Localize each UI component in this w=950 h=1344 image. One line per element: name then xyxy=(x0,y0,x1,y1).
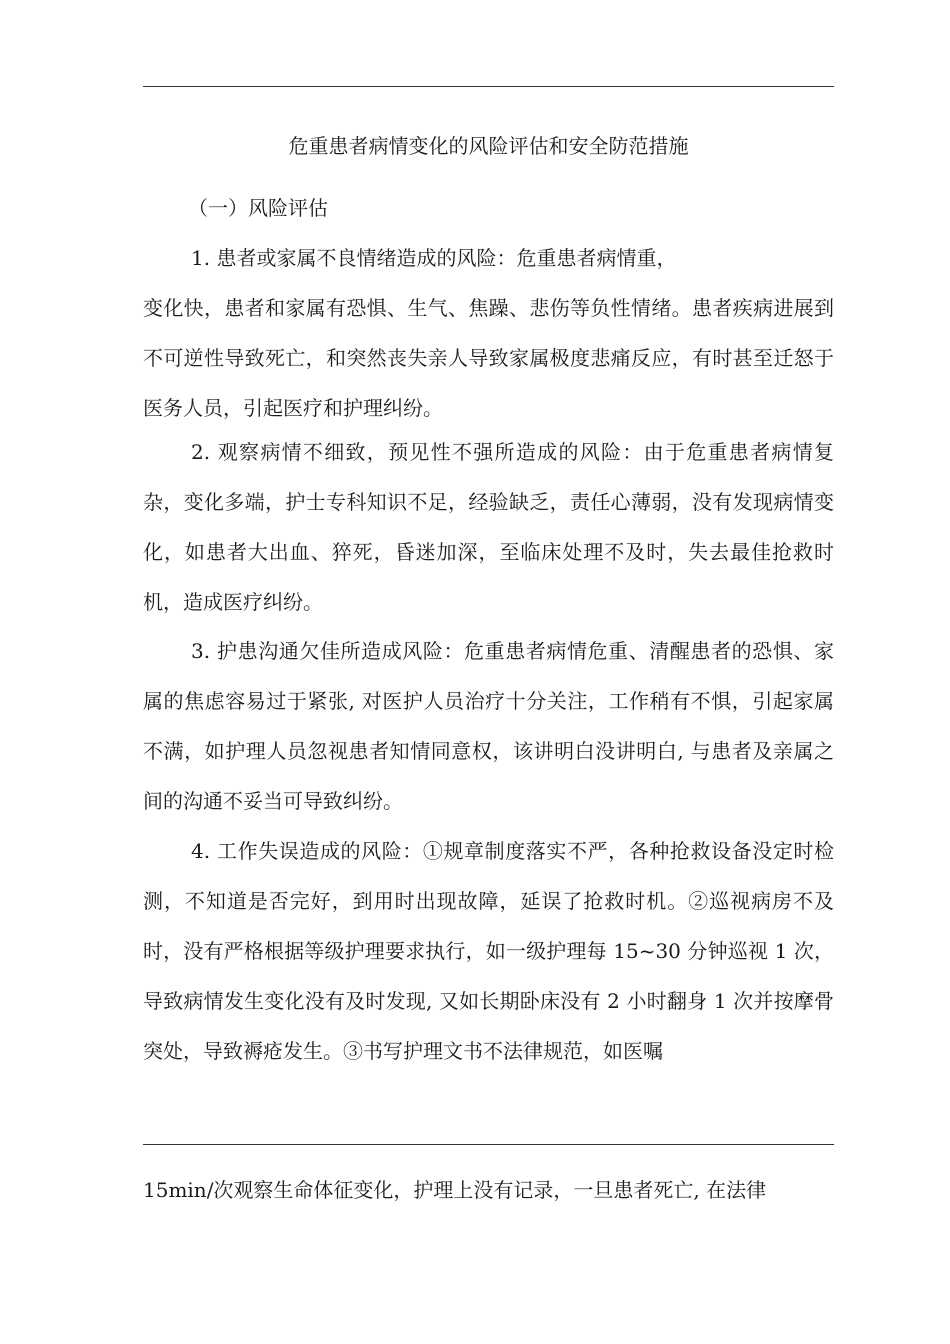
paragraph-1-first-line: 1. 患者或家属不良情绪造成的风险：危重患者病情重， xyxy=(191,246,677,270)
next-page-paragraph: 15min/次观察生命体征变化，护理上没有记录，一旦患者死亡, 在法律 xyxy=(143,1178,767,1202)
paragraph-4: 4. 工作失误造成的风险：①规章制度落实不严，各种抢救设备没定时检测，不知道是否完好，到用时出现故障，延误了抢救时机。②巡视病房不及时，没有严格根据等级护理要求执行，如一级护理每 15~30 分钟巡视 1 次，导致病情发生变化没有及时发现, 又如长期卧床没有 2 小时翻身 1 次并按摩骨突处，导致褥疮发生。③书写护理文书不法律规范，如医嘱 xyxy=(143,839,834,1063)
paragraph-3: 3. 护患沟通欠佳所造成风险：危重患者病情危重、清醒患者的恐惧、家属的焦虑容易过于紧张, 对医护人员治疗十分关注，工作稍有不惧，引起家属不满，如护理人员忽视患者知情同意权，该讲明白没讲明白, 与患者及亲属之间的沟通不妥当可导致纠纷。 xyxy=(143,639,834,813)
section-heading: （一）风险评估 xyxy=(188,196,328,220)
paragraph-1 xyxy=(143,233,834,433)
paragraph-2: 2. 观察病情不细致，预见性不强所造成的风险：由于危重患者病情复杂，变化多端，护士专科知识不足，经验缺乏，责任心薄弱，没有发现病情变化，如患者大出血、猝死，昏迷加深，至临床处理不及时，失去最佳抢救时机，造成医疗纠纷。 xyxy=(143,440,834,614)
paragraph-1-body: 变化快，患者和家属有恐惧、生气、焦躁、悲伤等负性情绪。患者疾病进展到不可逆性导致死亡，和突然丧失亲人导致家属极度悲痛反应，有时甚至迁怒于医务人员，引起医疗和护理纠纷。 xyxy=(143,296,834,420)
page-break-rule xyxy=(143,1144,834,1145)
page-top-rule xyxy=(143,86,834,87)
document-title: 危重患者病情变化的风险评估和安全防范措施 xyxy=(288,134,689,158)
